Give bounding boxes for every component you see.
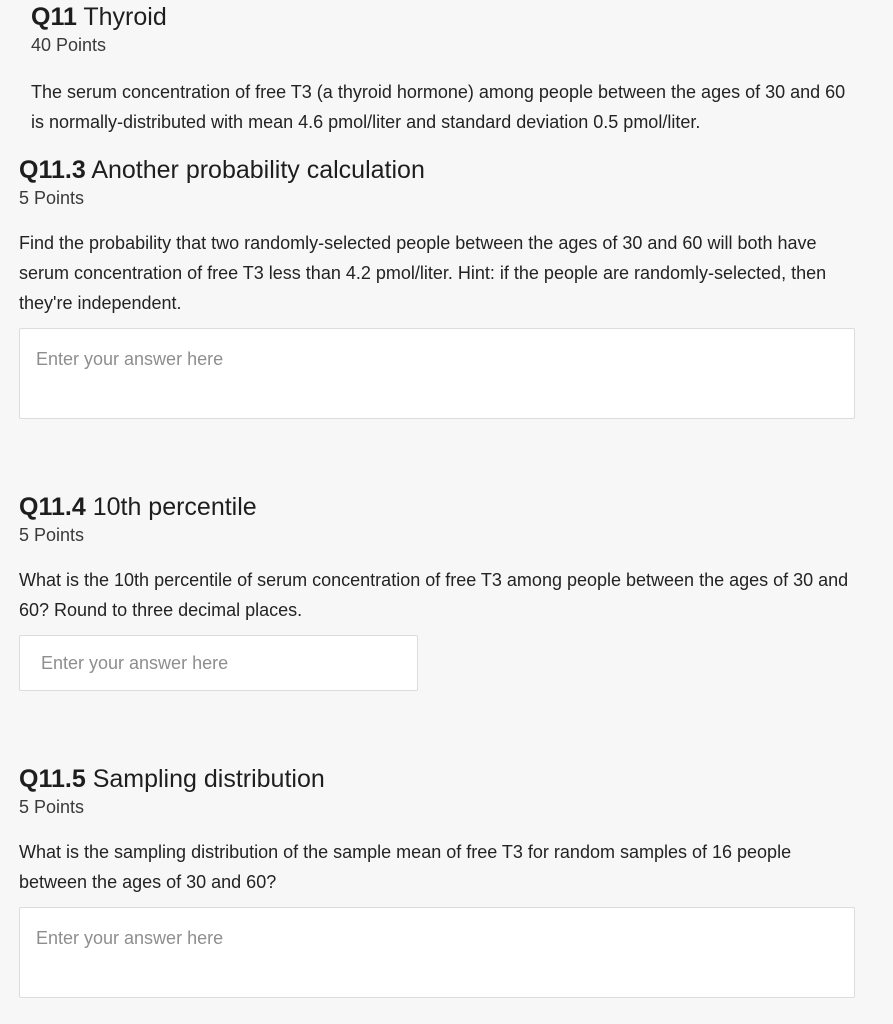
question-text-q11-5: What is the sampling distribution of the sample mean of free T3 for random samples of 16 people between the ages of 30 and 60? [19, 842, 792, 892]
question-name: Another probability calculation [91, 156, 425, 184]
answer-input-q11-3[interactable] [19, 328, 855, 419]
question-title [31, 2, 167, 32]
question-points: 5 Points [19, 797, 85, 817]
question-header-q11-3 [19, 155, 425, 209]
question-header-q11-4 [19, 492, 257, 546]
question-title [19, 155, 425, 185]
question-name: 10th percentile [92, 493, 257, 521]
question-header-q11-5 [19, 764, 325, 818]
question-number: Q11.4 [19, 493, 86, 521]
answer-input-q11-4[interactable] [19, 635, 418, 691]
answer-input-q11-5[interactable] [19, 907, 855, 998]
question-name: Sampling distribution [92, 765, 325, 793]
question-text-q11: The serum concentration of free T3 (a thyroid hormone) among people between the ages of 30 and 60 is normally-distributed with mean 4.6 pmol/liter and standard deviation 0.5 pmol/liter. [31, 82, 846, 132]
question-points: 40 Points [31, 35, 107, 55]
question-number: Q11 [31, 3, 77, 31]
question-points: 5 Points [19, 188, 85, 208]
question-title [19, 492, 257, 522]
question-text-q11-4: What is the 10th percentile of serum concentration of free T3 among people between the ages of 30 and 60? Round to three decimal places. [19, 570, 849, 620]
question-number: Q11.5 [19, 765, 86, 793]
question-title [19, 764, 325, 794]
question-text-q11-3: Find the probability that two randomly-selected people between the ages of 30 and 60 will both have serum concentration of free T3 less than 4.2 pmol/liter. Hint: if the people are randomly-selected, then they're independent. [19, 233, 827, 313]
question-number: Q11.3 [19, 156, 86, 184]
question-name: Thyroid [83, 3, 167, 31]
question-points: 5 Points [19, 525, 85, 545]
question-header-q11 [31, 2, 167, 56]
